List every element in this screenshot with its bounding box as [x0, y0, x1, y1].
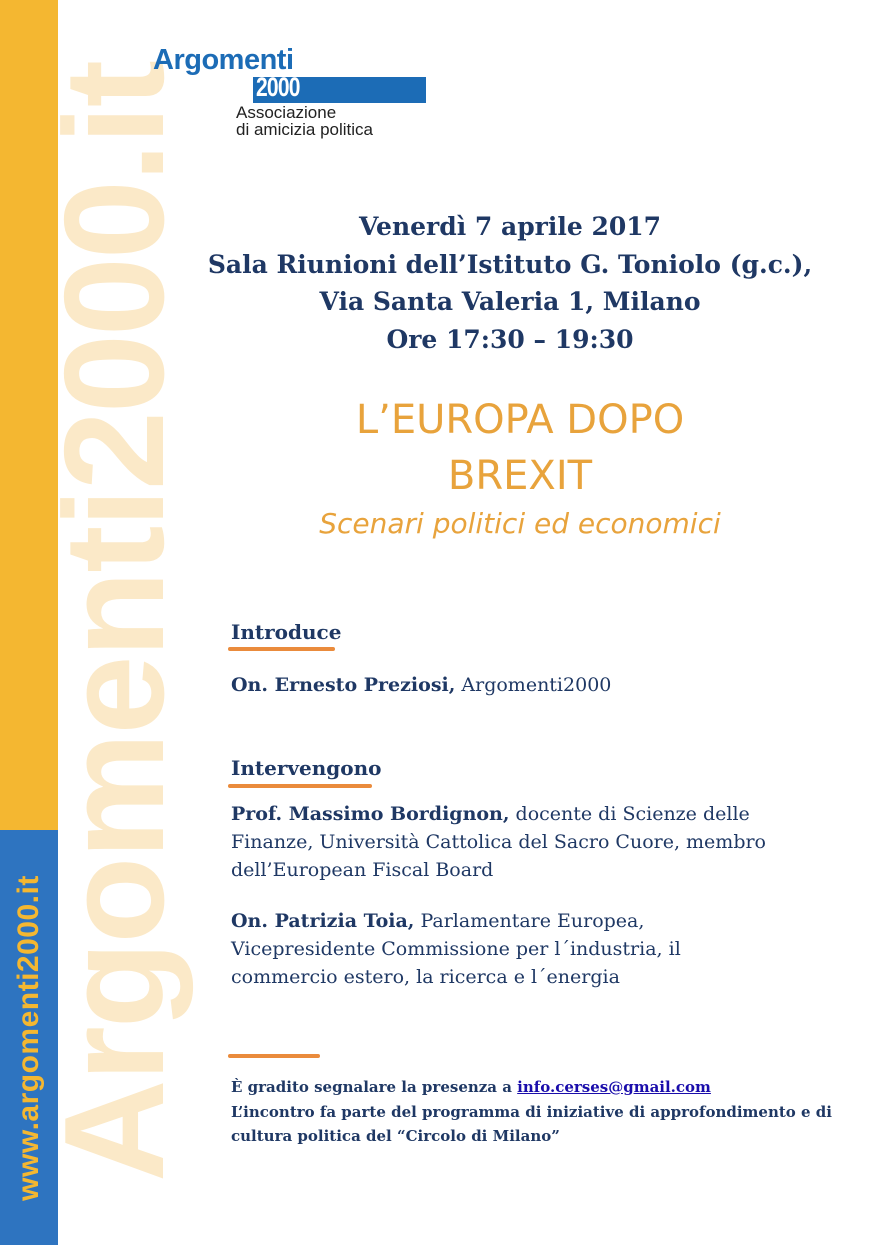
intervengono-heading: Intervengono: [231, 756, 382, 780]
logo-name: Argomenti: [153, 44, 294, 76]
program-note: L’incontro fa parte del programma di iniziative di approfondimento e di cultura politica del “Circolo di Milano”: [231, 1102, 832, 1145]
logo: [150, 44, 430, 144]
intervengono-section: [231, 754, 382, 782]
event-time: Ore 17:30 – 19:30: [386, 324, 634, 354]
speaker-role: Parlamentare Europea, Vicepresidente Commissione per l´industria, il commercio estero, la ricerca e l´energia: [231, 910, 681, 988]
introduce-underline: [228, 647, 335, 651]
logo-year: 2000: [256, 72, 300, 102]
title-line1: L’EUROPA DOPO: [355, 397, 685, 443]
event-address: Via Santa Valeria 1, Milano: [319, 287, 701, 316]
email-link[interactable]: info.cerses@gmail.com: [517, 1078, 711, 1096]
rsvp-text: È gradito segnalare la presenza a: [231, 1078, 518, 1096]
speaker-role: docente di Scienze delle Finanze, Università Cattolica del Sacro Cuore, membro dell’European Fiscal Board: [231, 803, 766, 881]
rsvp-line: [231, 1075, 851, 1100]
speaker-name: Prof. Massimo Bordignon,: [231, 803, 510, 825]
introduce-heading: Introduce: [231, 620, 342, 644]
introduce-section: [231, 618, 341, 646]
event-title: [200, 392, 840, 542]
footer-note: [231, 1075, 851, 1149]
speaker-item: [231, 907, 711, 991]
introduce-speaker-role: Argomenti2000: [455, 674, 612, 696]
introduce-speaker-name: On. Ernesto Preziosi,: [231, 674, 456, 696]
watermark-text: Argomenti2000.it: [35, 61, 194, 1183]
sidebar-url-text: www.argomenti2000.it: [12, 875, 45, 1201]
footer-underline: [228, 1054, 320, 1058]
title-line2: BREXIT: [447, 453, 593, 499]
intervengono-underline: [228, 784, 372, 788]
event-date: Venerdì 7 aprile 2017: [358, 212, 662, 241]
introduce-speaker: [231, 671, 831, 699]
event-venue: Sala Riunioni dell’Istituto G. Toniolo (g.c.),: [207, 249, 813, 279]
logo-subtitle-line2: di amicizia politica: [236, 120, 373, 139]
speaker-name: On. Patrizia Toia,: [231, 910, 415, 932]
event-info: [150, 208, 870, 358]
logo-subtitle-line1: Associazione: [236, 103, 337, 122]
speaker-item: [231, 800, 791, 884]
title-subtitle: Scenari politici ed economici: [319, 507, 721, 540]
